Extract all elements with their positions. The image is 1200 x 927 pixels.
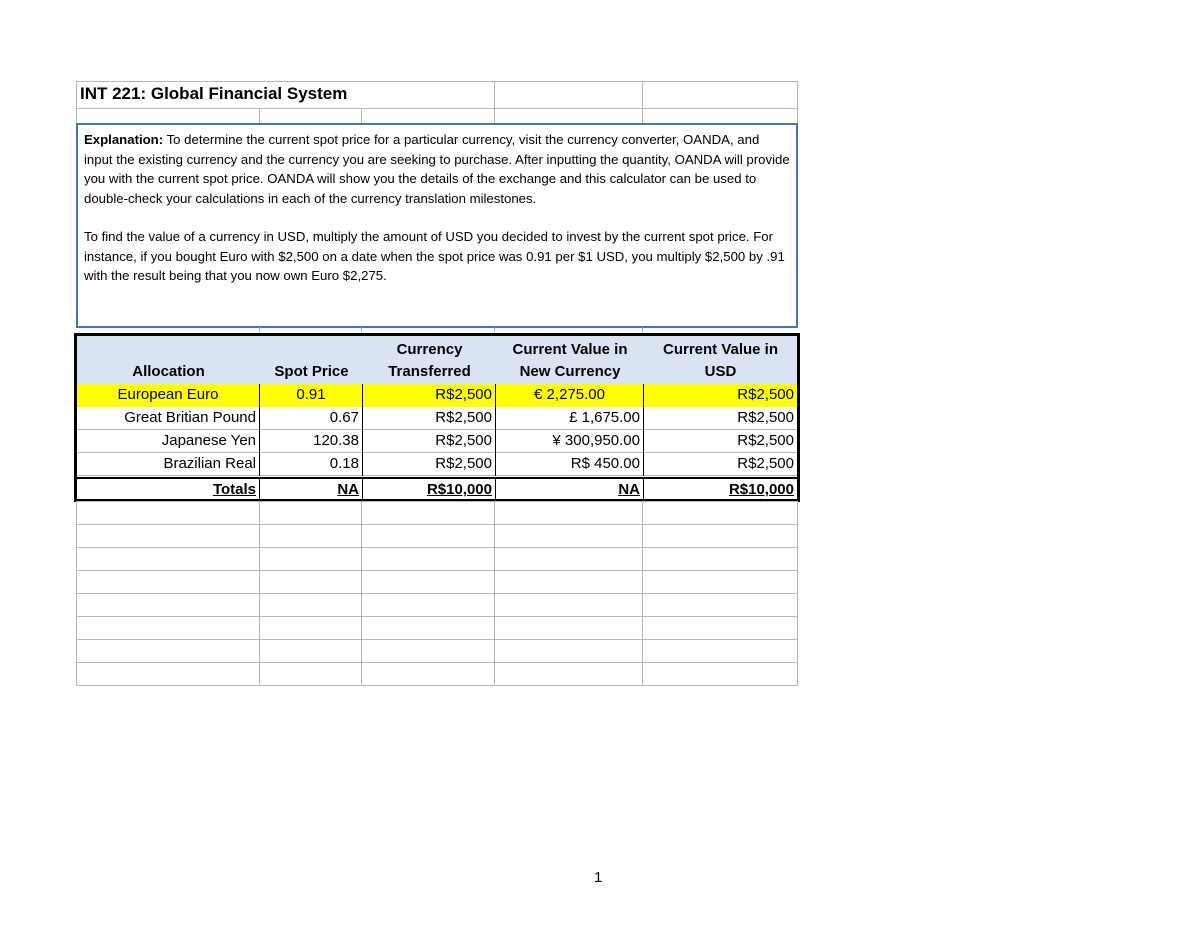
currency-allocation-table — [74, 333, 800, 502]
empty-cell[interactable] — [361, 639, 495, 663]
empty-cell[interactable] — [76, 662, 260, 686]
cell-allocation[interactable]: Japanese Yen — [77, 430, 260, 453]
empty-cell[interactable] — [76, 639, 260, 663]
cell-current-value-new-currency[interactable]: £ 1,675.00 — [496, 407, 644, 430]
empty-cell[interactable] — [259, 524, 362, 548]
empty-cell[interactable] — [494, 662, 643, 686]
spacer-cell[interactable] — [494, 108, 643, 124]
empty-cell[interactable] — [76, 547, 260, 571]
cell-current-value-new-currency[interactable]: € 2,275.00 — [496, 384, 644, 407]
empty-cell[interactable] — [76, 501, 260, 525]
empty-cell[interactable] — [494, 524, 643, 548]
column-header-line: Allocation — [132, 363, 205, 380]
spacer-cell[interactable] — [76, 108, 260, 124]
cell-current-value-usd[interactable]: R$2,500 — [737, 409, 794, 426]
empty-cell[interactable] — [259, 501, 362, 525]
cell-currency-transferred[interactable]: R$2,500 — [363, 430, 496, 453]
empty-cell[interactable] — [259, 662, 362, 686]
column-header-line: USD — [704, 363, 737, 380]
empty-cell[interactable] — [259, 639, 362, 663]
empty-cell[interactable] — [361, 662, 495, 686]
explanation-paragraph-1 — [84, 130, 790, 208]
cell-totals-usd[interactable]: R$10,000 — [728, 481, 794, 498]
cell-spot-price[interactable]: 0.18 — [260, 453, 363, 476]
cell-totals-new-currency[interactable]: NA — [496, 479, 644, 502]
empty-cell[interactable] — [494, 501, 643, 525]
column-header-line: Currency — [396, 341, 463, 358]
cell-spot-price[interactable]: 120.38 — [260, 430, 363, 453]
explanation-text-1: To determine the current spot price for a particular currency, visit the currency converter, OANDA, and input the existing currency and the currency you are seeking to purchase. After inputting the quantity, OANDA will provide you with the current spot price. OANDA will show you the details of the exchange and this calculator can be used to double-check your calculations in each of the currency translation milestones. — [84, 132, 790, 206]
page-title: INT 221: Global Financial System — [80, 84, 348, 103]
empty-cell[interactable] — [642, 639, 798, 663]
empty-cell[interactable] — [361, 616, 495, 640]
header-cell-empty-1[interactable] — [494, 81, 643, 109]
empty-cell[interactable] — [642, 547, 798, 571]
cell-current-value-usd[interactable]: R$2,500 — [737, 386, 794, 403]
cell-currency-transferred[interactable]: R$2,500 — [363, 453, 496, 476]
empty-cell[interactable] — [361, 501, 495, 525]
cell-spot-price[interactable]: 0.91 — [260, 384, 363, 407]
column-header-currency-transferred[interactable] — [363, 336, 496, 384]
table-row-euro — [77, 384, 797, 407]
empty-cell[interactable] — [642, 662, 798, 686]
explanation-text-box[interactable] — [76, 123, 798, 328]
cell-totals-label[interactable]: Totals — [77, 479, 260, 502]
empty-cell[interactable] — [259, 593, 362, 617]
empty-cell[interactable] — [361, 593, 495, 617]
empty-cell[interactable] — [494, 547, 643, 571]
cell-allocation[interactable]: Brazilian Real — [77, 453, 260, 476]
header-cell-empty-2[interactable] — [642, 81, 798, 109]
column-header-line: New Currency — [519, 363, 621, 380]
page-number: 1 — [594, 869, 603, 886]
cell-current-value-new-currency[interactable]: R$ 450.00 — [496, 453, 644, 476]
empty-cell[interactable] — [361, 547, 495, 571]
column-header-current-value-new-currency[interactable] — [496, 336, 644, 384]
cell-current-value-usd[interactable]: R$2,500 — [737, 455, 794, 472]
table-row-real — [77, 453, 797, 476]
table-row-pound — [77, 407, 797, 430]
empty-cell[interactable] — [76, 616, 260, 640]
table-row-totals — [77, 477, 797, 500]
spacer-cell[interactable] — [642, 108, 798, 124]
empty-cell[interactable] — [361, 524, 495, 548]
cell-totals-spot-price[interactable]: NA — [260, 479, 363, 502]
empty-cell[interactable] — [361, 570, 495, 594]
empty-cell[interactable] — [259, 616, 362, 640]
column-header-current-value-usd[interactable] — [644, 336, 797, 384]
empty-cell[interactable] — [259, 547, 362, 571]
spacer-cell[interactable] — [259, 108, 362, 124]
explanation-paragraph-2: To find the value of a currency in USD, multiply the amount of USD you decided to invest by the current spot price. For instance, if you bought Euro with $2,500 on a date when the spot price was 0.91 per $1 USD, you multiply $2,500 by .91 with the result being that you now own Euro $2,275. — [84, 229, 785, 283]
spacer-cell[interactable] — [361, 108, 495, 124]
empty-cell[interactable] — [642, 616, 798, 640]
cell-totals-currency-transferred[interactable]: R$10,000 — [363, 479, 496, 502]
cell-allocation[interactable]: Great Britian Pound — [77, 407, 260, 430]
cell-spot-price[interactable]: 0.67 — [260, 407, 363, 430]
empty-cell[interactable] — [76, 570, 260, 594]
table-row-yen — [77, 430, 797, 453]
explanation-label: Explanation: — [84, 132, 164, 147]
cell-allocation[interactable]: European Euro — [77, 384, 260, 407]
empty-cell[interactable] — [494, 593, 643, 617]
empty-cell[interactable] — [494, 639, 643, 663]
empty-cell[interactable] — [642, 501, 798, 525]
empty-cell[interactable] — [642, 570, 798, 594]
empty-cell[interactable] — [494, 570, 643, 594]
empty-cell[interactable] — [642, 593, 798, 617]
empty-cell[interactable] — [494, 616, 643, 640]
empty-cell[interactable] — [642, 524, 798, 548]
empty-cell[interactable] — [76, 524, 260, 548]
column-header-line: Spot Price — [274, 363, 349, 380]
column-header-line: Current Value in — [512, 341, 628, 358]
column-header-spot-price[interactable] — [260, 336, 363, 384]
cell-currency-transferred[interactable]: R$2,500 — [363, 384, 496, 407]
empty-cell[interactable] — [76, 593, 260, 617]
empty-cell[interactable] — [259, 570, 362, 594]
cell-current-value-usd[interactable]: R$2,500 — [737, 432, 794, 449]
cell-current-value-new-currency[interactable]: ¥ 300,950.00 — [496, 430, 644, 453]
column-header-line: Current Value in — [662, 341, 779, 358]
column-header-line: Transferred — [388, 363, 471, 380]
cell-currency-transferred[interactable]: R$2,500 — [363, 407, 496, 430]
column-header-allocation[interactable] — [77, 336, 260, 384]
